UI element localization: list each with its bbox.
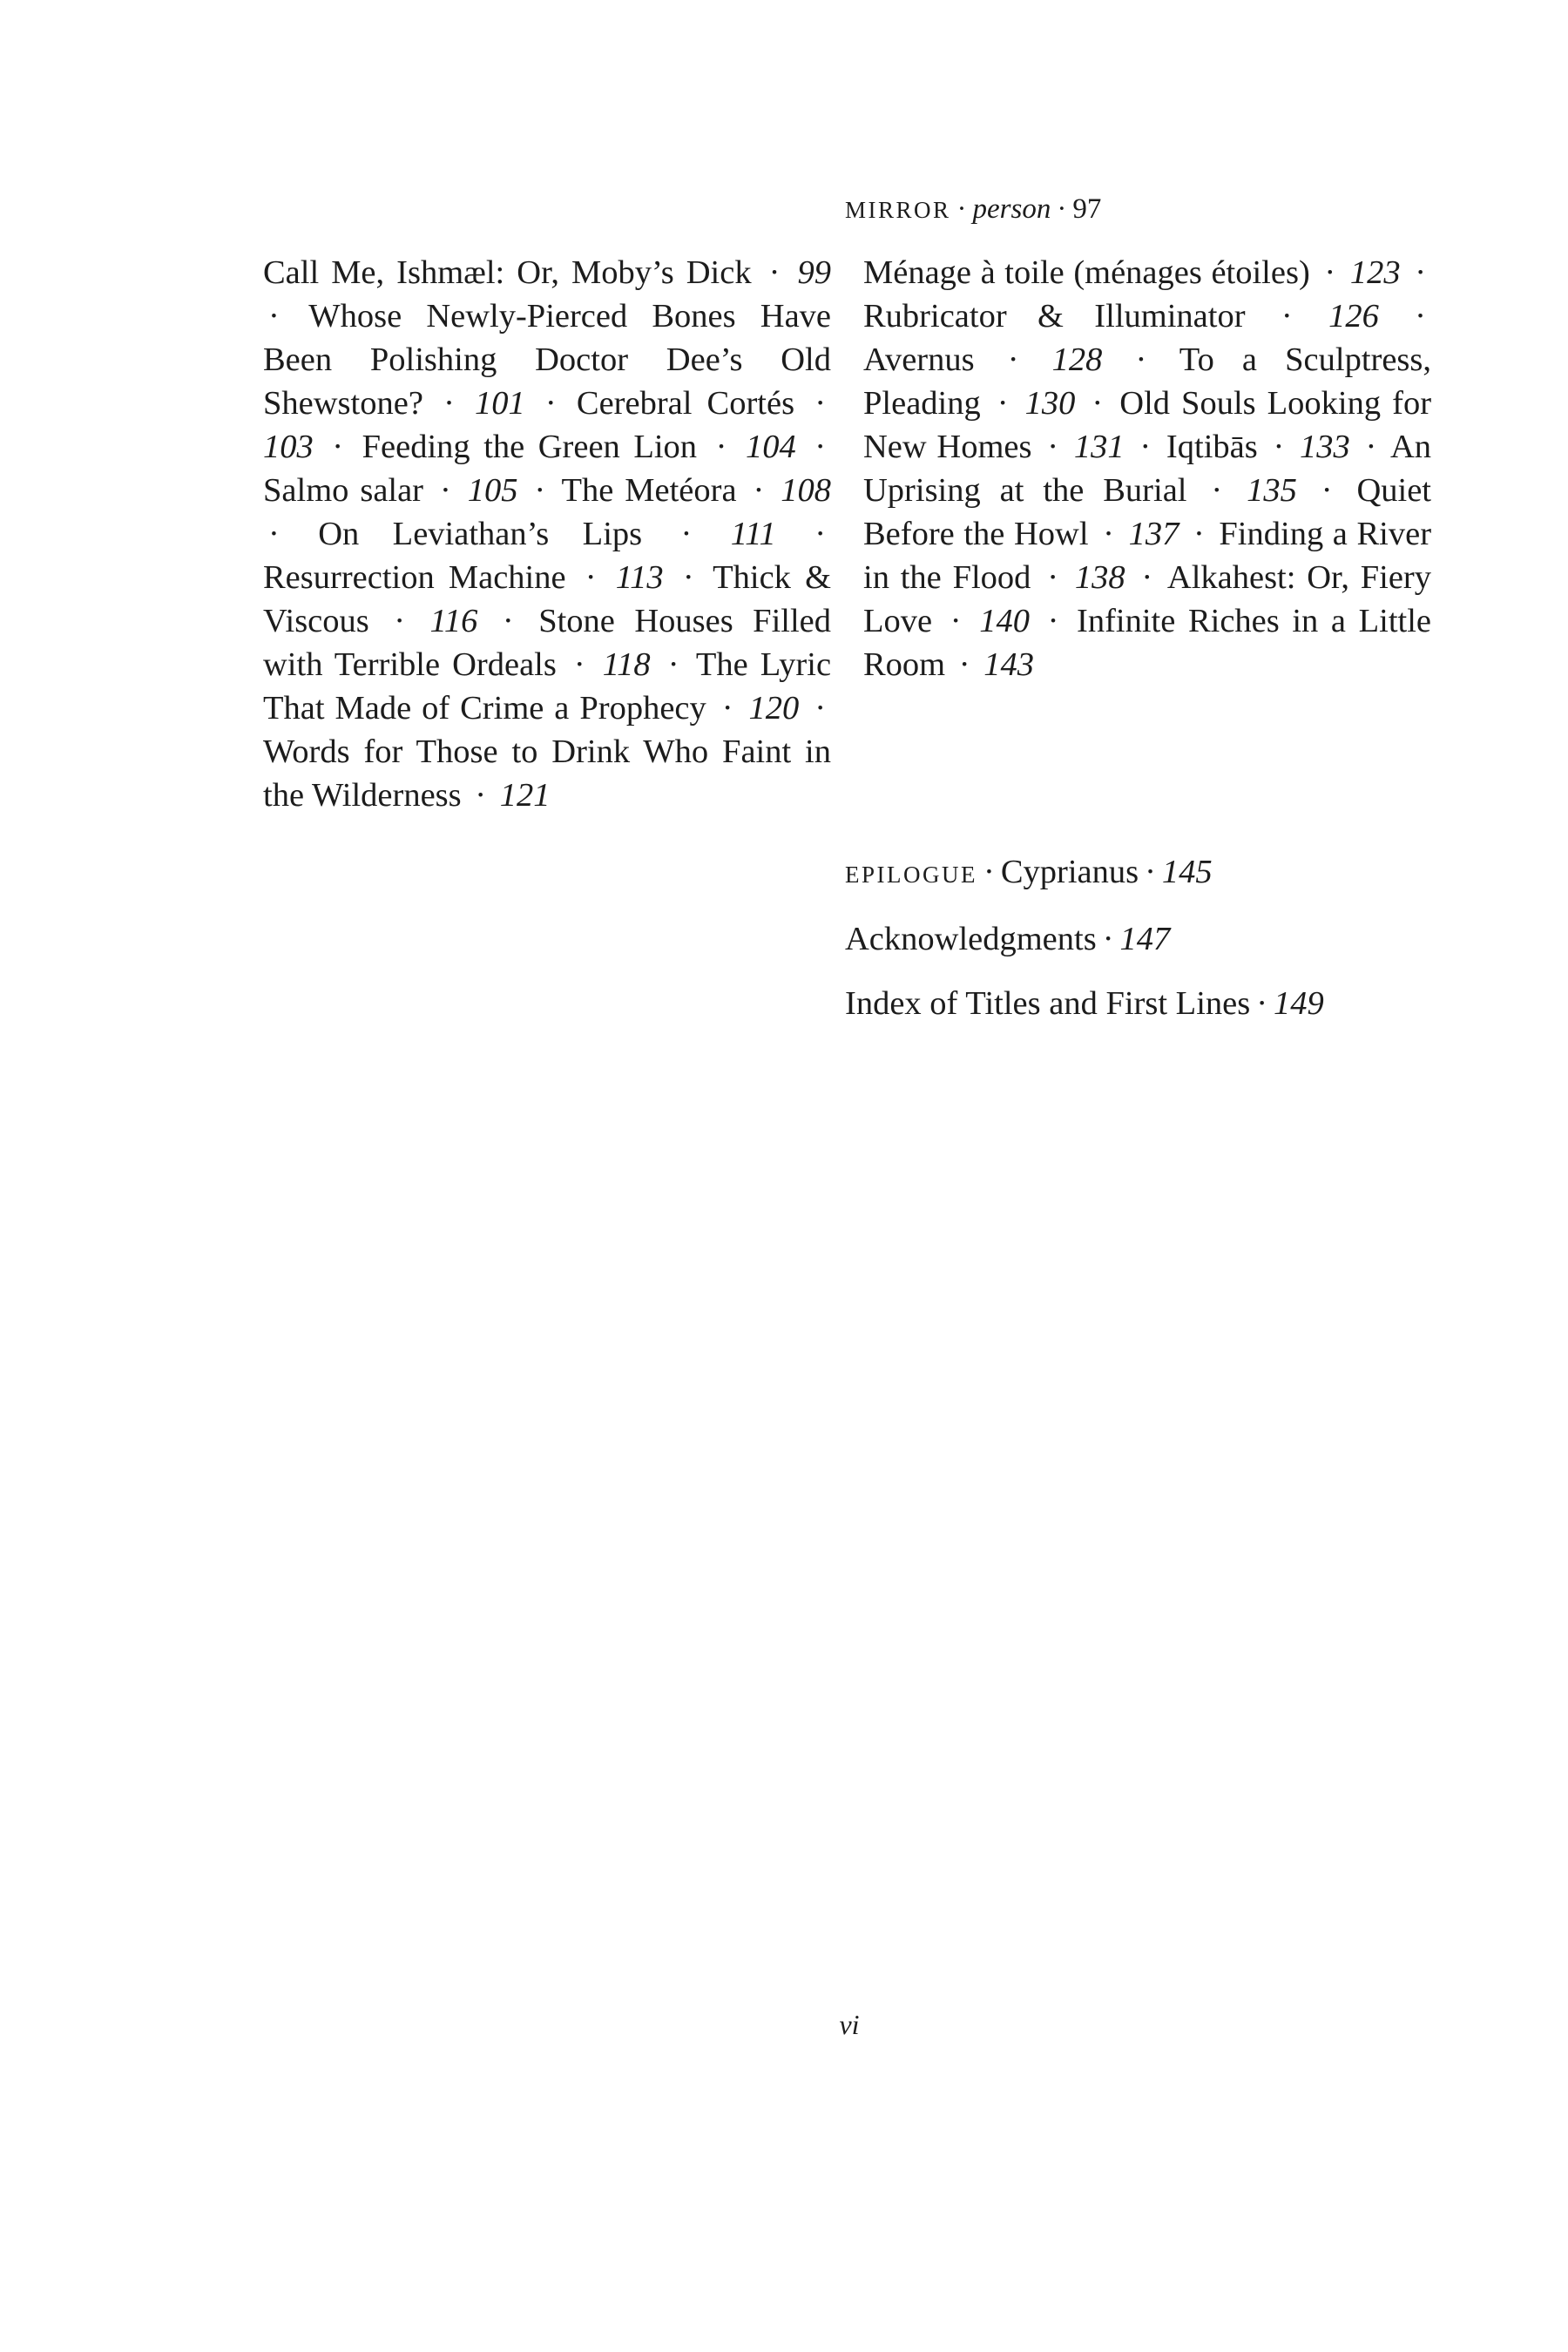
- entry-separator: ·: [667, 646, 679, 683]
- toc-entry-page-number: 111: [730, 516, 776, 552]
- entry-separator: ·: [544, 385, 557, 422]
- index-page-number: 149: [1274, 985, 1324, 1022]
- toc-entry: [263, 472, 517, 509]
- toc-entry-page-number: 121: [499, 777, 551, 814]
- entry-separator: ·: [1047, 559, 1059, 596]
- entry-separator: ·: [443, 385, 455, 422]
- entry-separator: ·: [502, 603, 514, 639]
- toc-entry: [263, 559, 664, 596]
- toc-entry: [561, 472, 831, 509]
- entry-separator: ·: [768, 254, 781, 291]
- entry-separator: ·: [573, 646, 585, 683]
- entry-separator: ·: [1047, 603, 1059, 639]
- toc-entry-title: Salmo salar: [263, 472, 424, 509]
- entry-separator: ·: [721, 690, 733, 727]
- toc-entry-title: Old Souls Looking for New Homes: [863, 385, 1432, 465]
- epilogue-title: Cyprianus: [1000, 854, 1139, 890]
- entry-separator: ·: [1141, 559, 1153, 596]
- toc-entry-page-number: 131: [1073, 429, 1125, 465]
- entry-separator: ·: [1365, 429, 1377, 465]
- toc-entry: [863, 254, 1401, 291]
- entry-separator: ·: [1092, 385, 1104, 422]
- entry-separator: ·: [1007, 341, 1019, 378]
- toc-entry-page-number: 103: [263, 429, 314, 465]
- toc-entry-page-number: 99: [797, 254, 832, 291]
- epilogue-page-number: 145: [1161, 854, 1213, 890]
- entry-separator: ·: [814, 516, 827, 552]
- entry-separator: ·: [680, 516, 693, 552]
- entry-separator: ·: [534, 472, 546, 509]
- entry-separator: ·: [1211, 472, 1223, 509]
- acknowledgments-entry: Acknowledgments · 147: [845, 921, 1171, 957]
- entry-separator: ·: [1415, 298, 1426, 335]
- toc-entry-page-number: 104: [745, 429, 796, 465]
- epilogue-entry: EPILOGUE · Cyprianus · 145: [845, 854, 1213, 890]
- toc-entry-page-number: 105: [467, 472, 518, 509]
- section-subtitle: person: [972, 193, 1051, 225]
- toc-entry: [263, 733, 831, 814]
- toc-entry-page-number: 143: [983, 646, 1034, 683]
- entry-separator: ·: [682, 559, 694, 596]
- toc-entry-title: Quiet Before the Howl: [863, 472, 1431, 552]
- toc-entry-title: The Lyric That Made of Crime a Prophecy: [263, 646, 832, 727]
- toc-entry-title: Avernus: [863, 341, 975, 378]
- toc-entry-title: On Leviathan’s Lips: [318, 516, 643, 552]
- acknowledgments-page-number: 147: [1119, 921, 1171, 957]
- index-entry: Index of Titles and First Lines · 149: [845, 985, 1324, 1022]
- section-page-number: 97: [1072, 193, 1102, 225]
- toc-entry-title: Whose Newly-Pierced Bones Have Been Polishing Doctor Dee’s Old Shewstone?: [263, 298, 831, 422]
- entry-separator: ·: [475, 777, 487, 814]
- entry-separator: ·: [1103, 516, 1114, 552]
- toc-entry-title: Thick & Viscous: [263, 559, 832, 639]
- toc-entry-page-number: 116: [429, 603, 478, 639]
- toc-column-right: [863, 251, 1431, 686]
- toc-entry-title: Words for Those to Drink Who Faint in the Wilderness: [263, 733, 831, 814]
- toc-entry: [863, 298, 1379, 335]
- entry-separator: ·: [1281, 298, 1293, 335]
- toc-entry-title: Ménage à toile (ménages étoiles): [863, 254, 1310, 291]
- entry-separator: ·: [1047, 429, 1059, 465]
- toc-entry-page-number: 140: [979, 603, 1030, 639]
- toc-entry-page-number: 123: [1349, 254, 1401, 291]
- toc-entry-page-number: 137: [1128, 516, 1179, 552]
- section-label: MIRROR: [845, 197, 951, 223]
- entry-separator: ·: [814, 385, 827, 422]
- toc-entry-page-number: 113: [615, 559, 664, 596]
- toc-entry-page-number: 128: [1051, 341, 1103, 378]
- entry-separator: ·: [585, 559, 597, 596]
- section-heading: MIRROR · person · 97: [845, 193, 1102, 225]
- toc-entry-title: Feeding the Green Lion: [362, 429, 698, 465]
- toc-entry: [263, 254, 831, 291]
- toc-entry-page-number: 135: [1247, 472, 1297, 509]
- toc-entry-page-number: 101: [475, 385, 525, 422]
- toc-entry: [863, 341, 1102, 378]
- toc-entry: [1166, 429, 1350, 465]
- index-title: Index of Titles and First Lines: [845, 985, 1251, 1022]
- toc-entry-page-number: 108: [781, 472, 831, 509]
- toc-entry-title: Cerebral Cortés: [576, 385, 795, 422]
- entry-separator: ·: [814, 429, 827, 465]
- entry-separator: ·: [950, 603, 962, 639]
- entry-separator: ·: [1193, 516, 1205, 552]
- toc-entry-title: To a Sculptress, Pleading: [863, 341, 1432, 422]
- toc-entry-title: The Metéora: [561, 472, 737, 509]
- entry-separator: ·: [268, 516, 280, 552]
- toc-entry-title: Call Me, Ishmæl: Or, Moby’s Dick: [263, 254, 752, 291]
- entry-separator: ·: [1139, 429, 1152, 465]
- entry-separator: ·: [1321, 472, 1333, 509]
- toc-entry-page-number: 138: [1074, 559, 1125, 596]
- toc-column-left: [263, 251, 831, 817]
- page-folio: vi: [839, 2009, 860, 2040]
- acknowledgments-title: Acknowledgments: [845, 921, 1097, 957]
- toc-entry: [362, 429, 796, 465]
- entry-separator: ·: [268, 298, 280, 335]
- toc-entry-title: Iqtibās: [1166, 429, 1258, 465]
- toc-entry-title: Finding a River in the Flood: [863, 516, 1432, 596]
- toc-entry-title: Resurrection Machine: [263, 559, 566, 596]
- entry-separator: ·: [332, 429, 344, 465]
- entry-separator: ·: [1324, 254, 1336, 291]
- entry-separator: ·: [439, 472, 451, 509]
- toc-entry: [318, 516, 776, 552]
- toc-entry-page-number: 120: [748, 690, 800, 727]
- toc-entry-title: Infinite Riches in a Little Room: [863, 603, 1432, 683]
- toc-entry-page-number: 130: [1024, 385, 1076, 422]
- toc-entry-title: Stone Houses Filled with Terrible Ordeals: [263, 603, 832, 683]
- entry-separator: ·: [715, 429, 727, 465]
- toc-entry-page-number: 133: [1300, 429, 1350, 465]
- toc-entry-title: Alkahest: Or, Fiery Love: [863, 559, 1431, 639]
- epilogue-label: EPILOGUE: [845, 862, 977, 888]
- entry-separator: ·: [1135, 341, 1147, 378]
- entry-separator: ·: [997, 385, 1009, 422]
- entry-separator: ·: [1273, 429, 1285, 465]
- toc-entry-title: Rubricator & Illuminator: [863, 298, 1246, 335]
- backmatter-entries: [845, 840, 1324, 1036]
- entry-separator: ·: [394, 603, 406, 639]
- entry-separator: ·: [753, 472, 765, 509]
- entry-separator: ·: [958, 646, 970, 683]
- toc-entry-page-number: 118: [602, 646, 651, 683]
- entry-separator: ·: [814, 690, 827, 727]
- toc-entry-title: An Uprising at the Burial: [863, 429, 1432, 509]
- toc-entry-page-number: 126: [1328, 298, 1379, 335]
- entry-separator: ·: [1415, 254, 1427, 291]
